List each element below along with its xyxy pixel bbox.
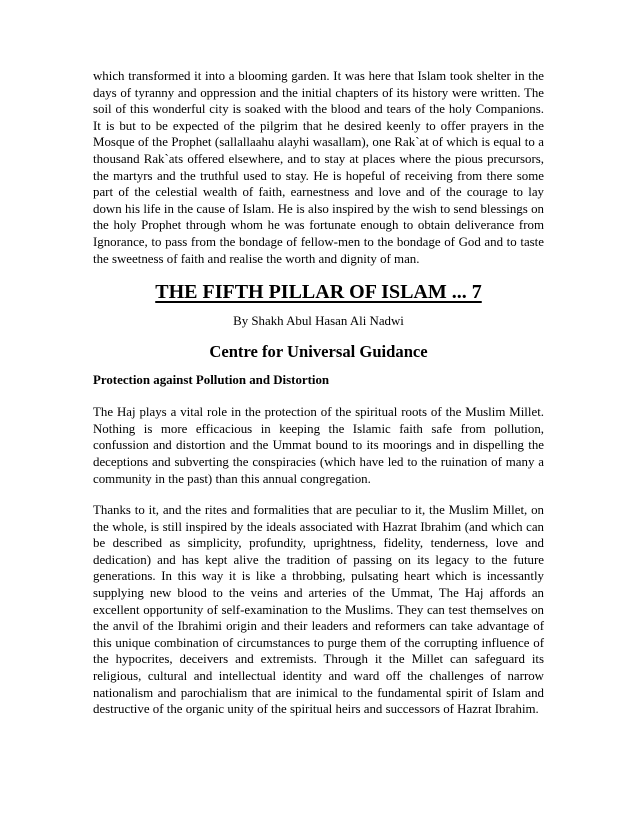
section-heading: Protection against Pollution and Distortion — [93, 373, 330, 388]
body-paragraph-2: Thanks to it, and the rites and formalities that are peculiar to it, the Muslim Millet, on the whole, is still inspired by the ideals associated with Hazrat Ibrahim (and which can be described as simplicity, profundity, uprightness, fidelity, tenderness, love and dedication) and has kept alive the tradition of passing on its legacy to the future generations. In this way it is like a throbbing, pulsating heart which is incessantly supplying new blood to the veins and arteries of the Ummat, The Haj affords an excellent opportunity of self-examination to the Muslims. They can test themselves on the anvil of the Ibrahimi origin and their leaders and reformers can take advantage of this unique combination of circumstances to purge them of the corrupting influence of the hypocrites, deceivers and extremists. Through it the Millet can safeguard its religious, cultural and intellectual identity and ward off the challenges of narrow nationalism and parochialism that are inimical to the fundamental spirit of Islam and destructive of the organic unity of the spiritual heirs and successors of Hazrat Ibrahim. — [93, 503, 544, 717]
author-byline: By Shakh Abul Hasan Ali Nadwi — [233, 314, 404, 329]
body-paragraph-1: The Haj plays a vital role in the protection of the spiritual roots of the Muslim Millet. Nothing is more efficacious in keeping the Islamic faith safe from pollution, confussion and distortion and the Ummat bound to its moorings and in dispelling the deceptions and subverting the conspiracies (which have led to the ruination of many a community in the past) than this annual congregation. — [93, 405, 544, 486]
document-page — [93, 68, 544, 718]
intro-paragraph: which transformed it into a blooming garden. It was here that Islam took shelter in the days of tyranny and oppression and the initial chapters of its history were written. The soil of this wonderful city is soaked with the blood and tears of the holy Companions. It is but to be expected of the pilgrim that he desired keenly to offer prayers in the Mosque of the Prophet (sallallaahu alayhi wasallam), one Rak`at of which is equal to a thousand Rak`ats offered elsewhere, and to stay at places where the pious precursors, the martyrs and the truthful used to stay. He is hopeful of receiving from there some part of the celestial wealth of faith, earnestness and love and of the courage to lay down his life in the cause of Islam. He is also inspired by the wish to send blessings on the holy Prophet through whom he was fortunate enough to obtain deliverance from Ignorance, to pass from the bondage of fellow-men to the bondage of God and to taste the sweetness of faith and realise the worth and dignity of man. — [93, 69, 544, 266]
organization-heading: Centre for Universal Guidance — [209, 342, 428, 362]
document-title: THE FIFTH PILLAR OF ISLAM ... 7 — [155, 281, 482, 304]
